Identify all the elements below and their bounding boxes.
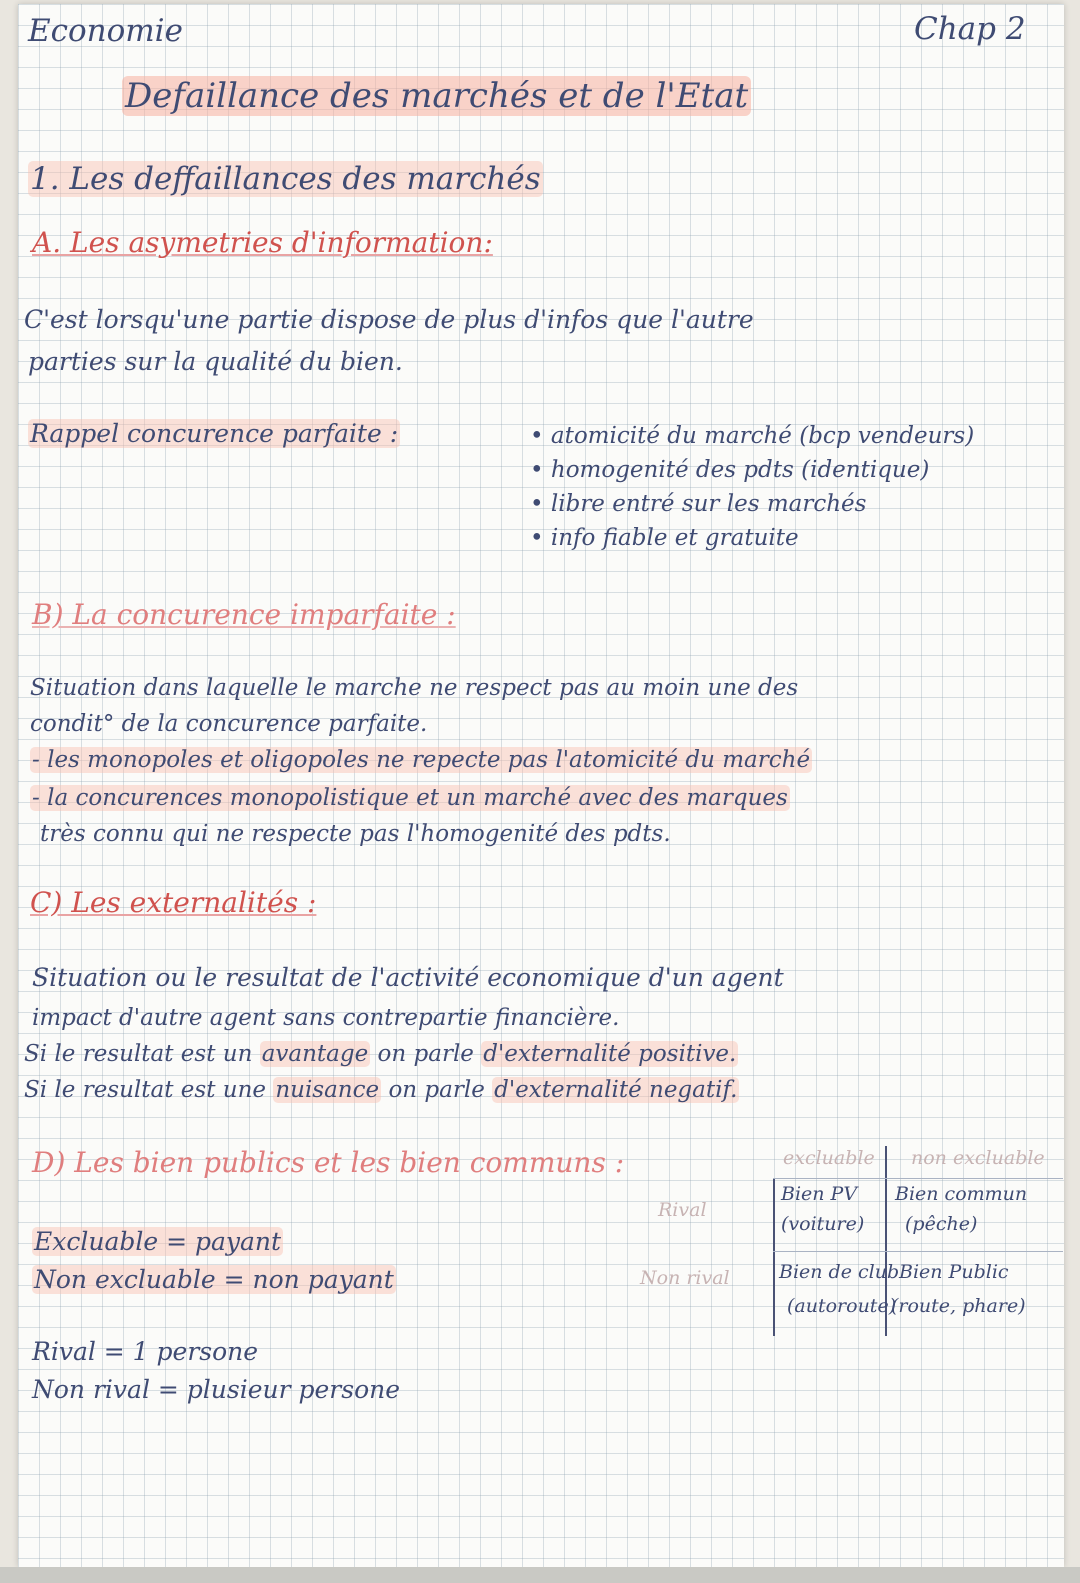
- chapter-label: Chap 2: [914, 11, 1026, 47]
- page-title: Defaillance des marchés et de l'Etat: [122, 78, 751, 115]
- rival-definition: Rival = 1 persone: [32, 1337, 259, 1366]
- table-cell-bien-public: Bien Public: [899, 1261, 1009, 1283]
- part-c-line-3: Si le resultat est un avantage on parle d'externalité positive.: [24, 1041, 737, 1067]
- part-b-line-1: Situation dans laquelle le marche ne respect pas au moin une des: [30, 675, 799, 701]
- part-a-definition-line-1: C'est lorsqu'une partie dispose de plus d'infos que l'autre: [24, 305, 754, 334]
- part-b-line-5: très connu qui ne respecte pas l'homogenité des pdts.: [40, 821, 671, 847]
- table-cell-bien-de-club: Bien de club: [779, 1261, 900, 1283]
- part-b-line-3: - les monopoles et oligopoles ne repecte pas l'atomicité du marché: [32, 747, 811, 773]
- table-divider: [773, 1251, 1063, 1252]
- non-rival-definition: Non rival = plusieur persone: [32, 1375, 401, 1404]
- table-cell-bien-commun-note: (pêche): [905, 1213, 978, 1235]
- table-divider: [773, 1178, 775, 1336]
- rappel-item-3: • libre entré sur les marchés: [530, 491, 867, 517]
- part-b-heading: B) La concurence imparfaite :: [32, 598, 456, 631]
- part-c-line-1: Situation ou le resultat de l'activité economique d'un agent: [32, 963, 784, 992]
- table-col-header-excluable: excluable: [783, 1147, 875, 1169]
- rappel-label: Rappel concurence parfaite :: [30, 419, 399, 448]
- section-1-heading: 1. Les deffaillances des marchés: [30, 161, 541, 197]
- table-cell-bien-commun: Bien commun: [895, 1183, 1028, 1205]
- part-c-heading: C) Les externalités :: [30, 886, 317, 919]
- excluable-definition: Excluable = payant: [34, 1227, 282, 1256]
- table-col-header-non-excluable: non excluable: [911, 1147, 1045, 1169]
- part-a-heading: A. Les asymetries d'information:: [32, 226, 493, 259]
- scan-bottom-edge: [0, 1567, 1080, 1583]
- table-row-header-non-rival: Non rival: [640, 1267, 730, 1289]
- rappel-item-1: • atomicité du marché (bcp vendeurs): [530, 423, 975, 449]
- rappel-item-2: • homogenité des pdts (identique): [530, 457, 930, 483]
- part-b-line-4: - la concurences monopolistique et un marché avec des marques: [32, 785, 788, 811]
- table-cell-bien-pv: Bien PV: [781, 1183, 858, 1205]
- subject-label: Economie: [28, 13, 183, 49]
- table-row-header-rival: Rival: [658, 1199, 707, 1221]
- goods-classification-table: [773, 1146, 1073, 1341]
- part-a-definition-line-2: parties sur la qualité du bien.: [28, 347, 403, 376]
- table-cell-bien-pv-note: (voiture): [781, 1213, 865, 1235]
- non-excluable-definition: Non excluable = non payant: [34, 1265, 394, 1294]
- table-cell-bien-de-club-note: (autoroute): [787, 1295, 897, 1317]
- part-c-line-2: impact d'autre agent sans contrepartie financière.: [32, 1005, 620, 1031]
- rappel-item-4: • info fiable et gratuite: [530, 525, 799, 551]
- notebook-page: [18, 4, 1064, 1567]
- table-divider: [773, 1178, 1063, 1179]
- part-b-line-2: condit° de la concurence parfaite.: [30, 711, 428, 737]
- table-cell-bien-public-note: (route, phare): [891, 1295, 1026, 1317]
- part-d-heading: D) Les bien publics et les bien communs :: [32, 1146, 625, 1179]
- part-c-line-4: Si le resultat est une nuisance on parle d'externalité negatif.: [24, 1077, 738, 1103]
